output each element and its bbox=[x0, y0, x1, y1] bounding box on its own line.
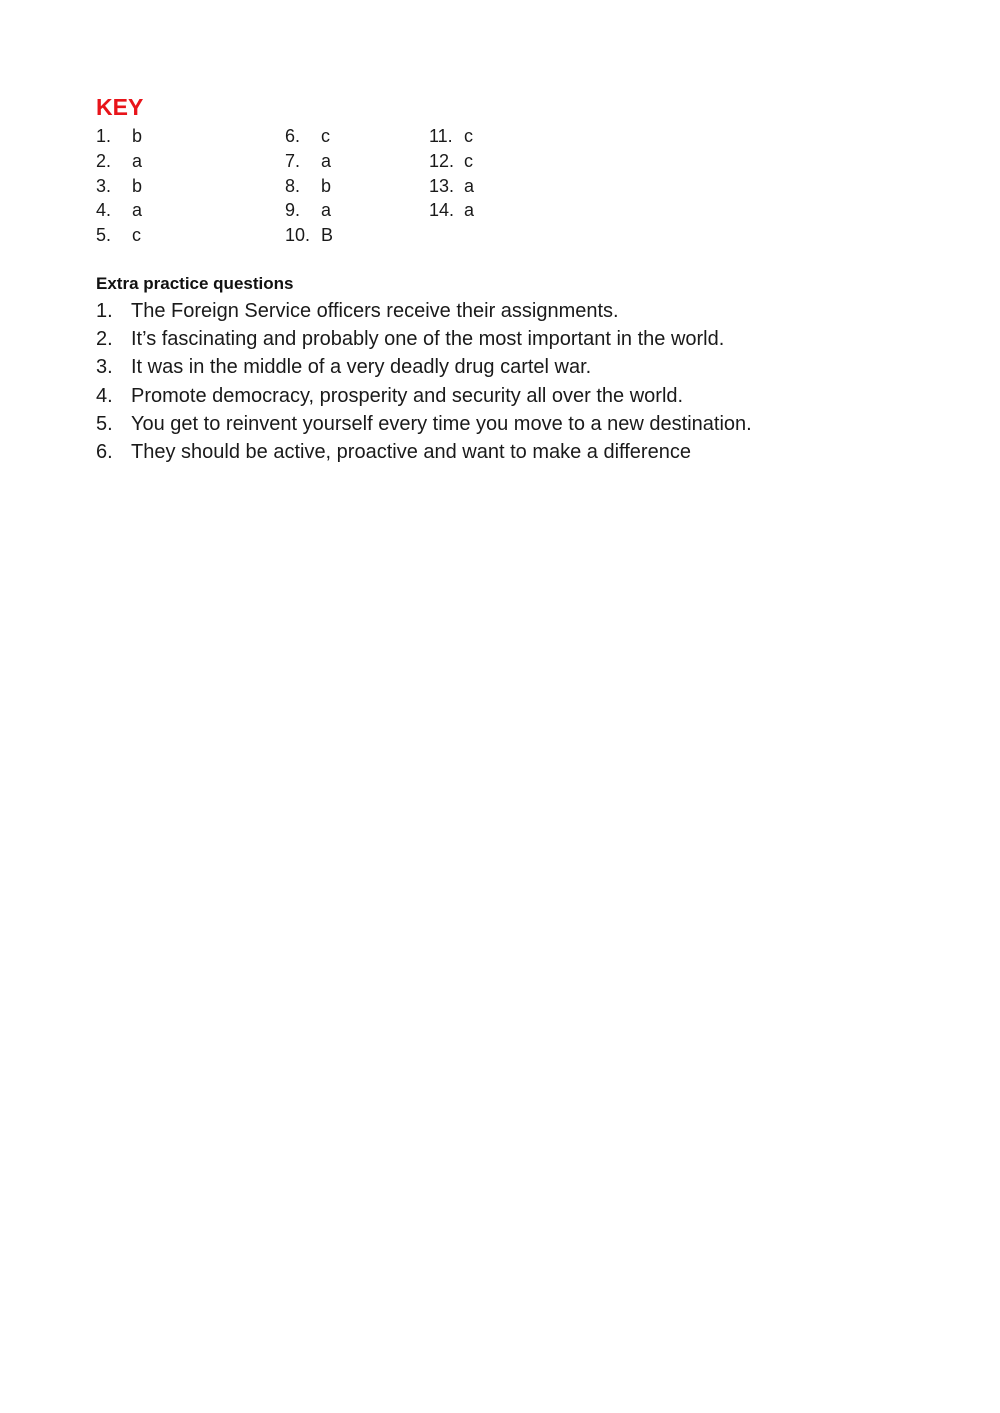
key-item-number: 9. bbox=[285, 200, 301, 221]
key-item-number: 12. bbox=[429, 150, 455, 171]
key-item-number: 8. bbox=[285, 175, 301, 196]
key-item-answer: B bbox=[321, 225, 334, 245]
list-item-text: They should be active, proactive and want to make a difference bbox=[131, 440, 691, 463]
key-item bbox=[96, 198, 142, 223]
key-item-number: 1. bbox=[96, 126, 112, 146]
key-item bbox=[429, 174, 474, 199]
key-item-answer: a bbox=[132, 200, 143, 221]
key-item bbox=[285, 174, 333, 199]
key-item-answer: c bbox=[464, 126, 473, 146]
key-item-answer: a bbox=[464, 200, 475, 221]
key-item-number: 14. bbox=[429, 200, 455, 221]
key-column-1 bbox=[96, 124, 142, 248]
list-item bbox=[96, 297, 752, 325]
list-item bbox=[96, 353, 752, 381]
extra-practice-heading: Extra practice questions bbox=[96, 274, 294, 293]
key-item-number: 11. bbox=[429, 126, 453, 146]
key-item-answer: a bbox=[464, 175, 475, 196]
key-item-number: 10. bbox=[285, 225, 311, 245]
list-item-text: It’s fascinating and probably one of the most important in the world. bbox=[131, 328, 725, 351]
key-item bbox=[96, 174, 142, 199]
key-item-number: 5. bbox=[96, 225, 112, 245]
key-item-answer: b bbox=[321, 175, 332, 196]
list-item-number: 3. bbox=[96, 356, 113, 379]
key-item bbox=[429, 149, 474, 174]
key-item-answer: a bbox=[321, 150, 332, 171]
key-item-number: 7. bbox=[285, 150, 301, 171]
key-column-3 bbox=[429, 124, 474, 223]
key-item bbox=[285, 124, 333, 149]
list-item-number: 1. bbox=[96, 300, 113, 322]
list-item bbox=[96, 410, 752, 438]
list-item-number: 4. bbox=[96, 384, 113, 407]
key-item bbox=[285, 149, 333, 174]
key-item-answer: b bbox=[132, 175, 143, 196]
key-item bbox=[96, 124, 142, 149]
key-item-answer: c bbox=[132, 225, 141, 245]
key-item-number: 4. bbox=[96, 200, 112, 221]
key-item bbox=[285, 198, 333, 223]
key-item-number: 3. bbox=[96, 175, 112, 196]
key-item-number: 13. bbox=[429, 175, 455, 196]
key-item-answer: a bbox=[321, 200, 332, 221]
key-item bbox=[285, 223, 333, 248]
key-item-answer: c bbox=[321, 126, 330, 146]
list-item bbox=[96, 438, 752, 466]
key-item bbox=[429, 198, 474, 223]
list-item-number: 5. bbox=[96, 412, 113, 435]
list-item-text: The Foreign Service officers receive their assignments. bbox=[131, 300, 619, 322]
key-item bbox=[96, 223, 142, 248]
key-item bbox=[96, 149, 142, 174]
list-item-text: Promote democracy, prosperity and security all over the world. bbox=[131, 384, 684, 407]
key-heading: KEY bbox=[96, 94, 144, 120]
list-item-number: 6. bbox=[96, 440, 113, 463]
list-item-text: You get to reinvent yourself every time you move to a new destination. bbox=[131, 412, 752, 435]
list-item-text: It was in the middle of a very deadly drug cartel war. bbox=[131, 356, 592, 379]
key-item-answer: c bbox=[464, 150, 473, 171]
list-item bbox=[96, 382, 752, 410]
list-item-number: 2. bbox=[96, 328, 113, 351]
key-item-answer: b bbox=[132, 126, 143, 146]
key-item-number: 2. bbox=[96, 150, 112, 171]
key-item-answer: a bbox=[132, 150, 143, 171]
list-item bbox=[96, 325, 752, 353]
key-item bbox=[429, 124, 474, 149]
key-item-number: 6. bbox=[285, 126, 301, 146]
extra-practice-list bbox=[96, 297, 752, 466]
key-column-2 bbox=[285, 124, 333, 248]
